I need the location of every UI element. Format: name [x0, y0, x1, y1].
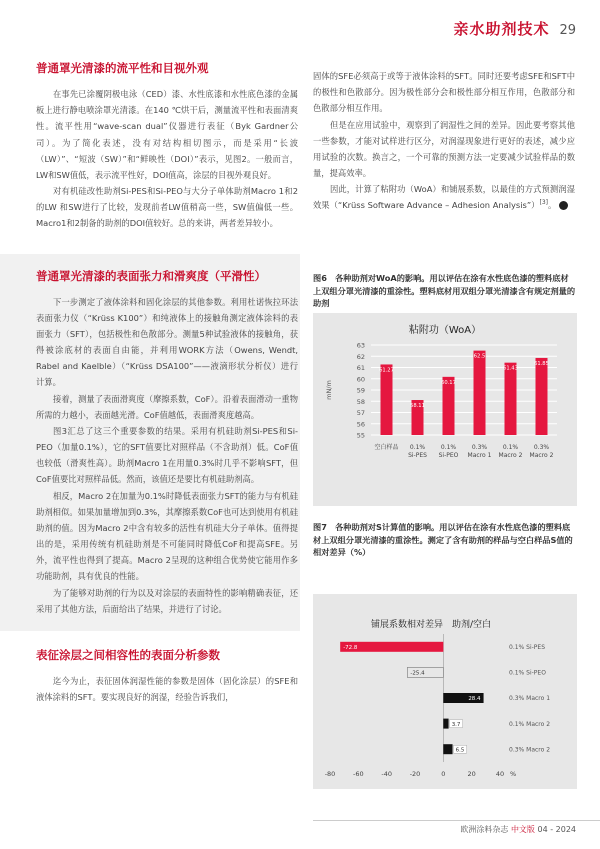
- chart-title: 铺展系数相对差异 助剂/空白: [370, 620, 492, 630]
- y-tick-label: 62: [356, 352, 365, 361]
- right-column: [313, 68, 580, 214]
- y-tick-label: 60: [356, 375, 365, 384]
- bar-value-label: 62.5: [473, 353, 486, 360]
- section-band-surface-tension: [0, 254, 300, 631]
- x-tick-label: Si-PEO: [438, 452, 459, 459]
- figure7-caption: 图7 各种助剂对S计算值的影响。用以评估在涂有水性底色漆的塑料底材上双组分罩光清漆的重涂性。测定了含有助剂的样品与空白样品S值的相对差异（%）: [313, 522, 573, 558]
- bar: [443, 719, 448, 729]
- continue-arrow-icon: ›: [559, 201, 568, 210]
- bar-value-label: 6.5: [455, 747, 465, 754]
- bar-value-label: 60.17: [441, 379, 456, 386]
- x-tick-label: 0: [441, 770, 446, 778]
- bar: [474, 351, 486, 435]
- bar: [505, 363, 517, 435]
- bar: [536, 358, 548, 435]
- paragraph-end: 。: [547, 200, 557, 211]
- paragraph: 对有机硅改性助剂Si-PES和Si-PEO与大分子单体助剂Macro 1和2的LW 和SW进行了比较，发现前者LW值稍高一些，SW值偏低一些。Macro1和2制备的助剂的DOI值较好。总的来讲，两者差异较小。: [36, 186, 298, 229]
- category-label: 0.3% Macro 2: [509, 746, 551, 754]
- y-tick-label: 57: [356, 409, 365, 417]
- footer-edition: 中文版: [510, 825, 535, 834]
- paragraph: 固体的SFE必须高于或等于液体涂料的SFT。同时还要考虑SFE和SFT中的极性和色散部分。因为极性部分会和极性部分相互作用，色散部分和色散部分相互作用。: [313, 71, 575, 114]
- y-tick-label: 63: [356, 341, 365, 350]
- x-tick-label: 0.3%: [471, 444, 488, 451]
- left-column: [36, 60, 298, 705]
- y-tick-label: 58: [356, 397, 365, 406]
- reference-mark: [3]: [539, 199, 548, 207]
- section-heading-compatibility: 表征涂层之间相容性的表面分析参数: [36, 647, 220, 662]
- paragraph: 在事先已涂覆阴极电泳（CED）漆、水性底漆和水性底色漆的金属板上进行静电喷涂罩光清漆。在140 ℃烘干后，测量流平性和表面清爽性。流平性用“wave-scan dual”仪器进行表征（Byk Gardner公司）。为了简化表述，没有对结构相切图示，而是采用“长波（LW）”、“短波（SW）”和“鲜映性（DOI）”表示，见图2。一般而言，LW和SW值低，表示流平性好，DOI值高，涂层的目视外观良好。: [36, 89, 298, 180]
- paragraph-text: 因此，计算了粘附功（WoA）和铺展系数，以最佳的方式预测润湿效果（“Krüss Software Advance – Adhesion Analysis”）: [313, 184, 575, 211]
- x-tick-label: 空白样品: [374, 444, 399, 451]
- category-label: 0.3% Macro 1: [509, 695, 551, 703]
- bar-value-label: 28.4: [468, 696, 481, 703]
- footer-magazine: 欧洲涂料杂志: [460, 825, 509, 834]
- chart-spreading-coefficient: [313, 594, 577, 789]
- y-tick-label: 56: [356, 420, 365, 429]
- bar-value-label: 3.7: [451, 721, 461, 728]
- bar-value-label: 61.43: [503, 365, 518, 372]
- paragraph: 图3汇总了这三个重要参数的结果。采用有机硅助剂Si-PES和Si-PEO（加量0.1%），它的SFT值要比对照样品（不含助剂）低。CoF值也较低（滑爽性高）。助剂Macro 1在用量0.3%时几乎不影响SFT，但CoF值要比对照样品低。然而，该值还是要比有机硅助剂高。: [36, 425, 298, 485]
- y-tick-label: 55: [356, 431, 365, 440]
- figure6-caption: 图6 各种助剂对WoA的影响。用以评估在涂有水性底色漆的塑料底材上双组分罩光清漆的重涂性。塑料底材用双组分罩光清漆含有规定剂量的助剂: [313, 273, 576, 309]
- bar-value-label: -25.4: [410, 670, 425, 677]
- chart-woa-panel: [313, 313, 577, 506]
- x-tick-label: 40: [495, 770, 505, 778]
- x-unit-label: %: [510, 770, 517, 778]
- x-tick-label: Macro 1: [467, 452, 492, 459]
- category-label: 0.1% Si-PEO: [509, 669, 546, 677]
- bar: [381, 364, 393, 435]
- paragraph: 接着，测量了表面滑爽度（摩擦系数，CoF）。沿着表面滑动一重物所需的力越小，表面越光滑。CoF值越低，表面滑爽度越高。: [36, 393, 298, 420]
- bar-value-label: 58.11: [410, 403, 425, 410]
- paragraph: 迄今为止，表征固体润湿性能的参数是固体（固化涂层）的SFE和液体涂料的SFT。要实现良好的润湿，经验告诉我们，: [36, 675, 298, 703]
- x-tick-label: -40: [381, 770, 392, 778]
- bar: [443, 744, 452, 754]
- page-header: [453, 18, 576, 39]
- chart-title: 粘附功（WoA）: [408, 325, 482, 336]
- x-tick-label: 0.1%: [409, 444, 426, 451]
- category-label: 0.1% Macro 2: [509, 720, 551, 728]
- paragraph: 但是在应用试验中，观察到了润湿性之间的差异。因此要考察其他一些参数，才能对试样进行区分，对润湿现象进行更好的表述，减少应用试验的次数。换言之，一个可靠的预测方法一定要减少试验样品的数量，提高效率。: [313, 119, 575, 179]
- x-tick-label: -20: [409, 770, 421, 778]
- y-axis-label: mN/m: [325, 380, 333, 400]
- bar-value-label: 61.27: [379, 367, 394, 374]
- y-tick-label: 61: [356, 364, 365, 372]
- paragraph: 相反，Macro 2在加量为0.1%时降低表面张力SFT的能力与有机硅助剂相似。如果加量增加到0.3%，其摩擦系数CoF也可达到使用有机硅助剂的值。因为Macro 2中含有较多的活性有机硅大分子单体。值得提出的是，采用传统有机硅助剂是不可能同时降低CoF和提高SFE。另外，流平性也得到了提高。Macro 2呈现的这种组合优势使它能用作多功能助剂，具有优良的性能。: [36, 490, 298, 582]
- paragraph: [313, 181, 580, 213]
- bar-value-label: 61.85: [534, 360, 549, 367]
- x-tick-label: 0.1%: [502, 444, 519, 451]
- x-tick-label: Si-PES: [408, 452, 427, 459]
- x-tick-label: 0.3%: [533, 444, 550, 451]
- y-tick-label: 59: [356, 386, 365, 395]
- chart-woa: [313, 313, 577, 506]
- running-title: 亲水助剂技术: [453, 20, 550, 38]
- footer-divider: [313, 820, 600, 821]
- x-tick-label: Macro 2: [529, 452, 554, 459]
- page-footer: [460, 824, 576, 835]
- category-label: 0.1% Si-PES: [509, 644, 546, 651]
- section-heading-surface-tension: 普通罩光清漆的表面张力和滑爽度（平滑性）: [36, 268, 266, 283]
- x-tick-label: -60: [353, 770, 364, 778]
- x-tick-label: 20: [467, 770, 476, 778]
- chart-spreading-panel: [313, 594, 577, 789]
- section-heading-leveling: 普通罩光清漆的流平性和目视外观: [36, 61, 209, 75]
- x-tick-label: Macro 2: [498, 452, 523, 459]
- footer-issue: 04 - 2024: [537, 825, 576, 834]
- x-tick-label: 0.1%: [440, 444, 457, 451]
- paragraph: 下一步测定了液体涂料和固化涂层的其他参数。利用杜诺恢拉环法表面张力仪（“Krüss K100”）和纯液体上的接触角测定液体涂料的表面张力（SFT），包括极性和色散部分。测量5种试验液体的接触角，获得被涂底材的表面自由能，并利用WORK方法（Owens, Wendt, Rabel and Kaelble）（“Krüss DSA100”——液滴形状分析仪）进行计算。: [36, 296, 298, 388]
- paragraph: 为了能够对助剂的行为以及对涂层的表面特性的影响精确表征，还采用了其他方法，后面给出了结果，并进行了讨论。: [36, 587, 298, 614]
- page-number: 29: [559, 23, 576, 38]
- x-tick-label: -80: [324, 770, 336, 778]
- bar-value-label: -72.8: [343, 645, 358, 651]
